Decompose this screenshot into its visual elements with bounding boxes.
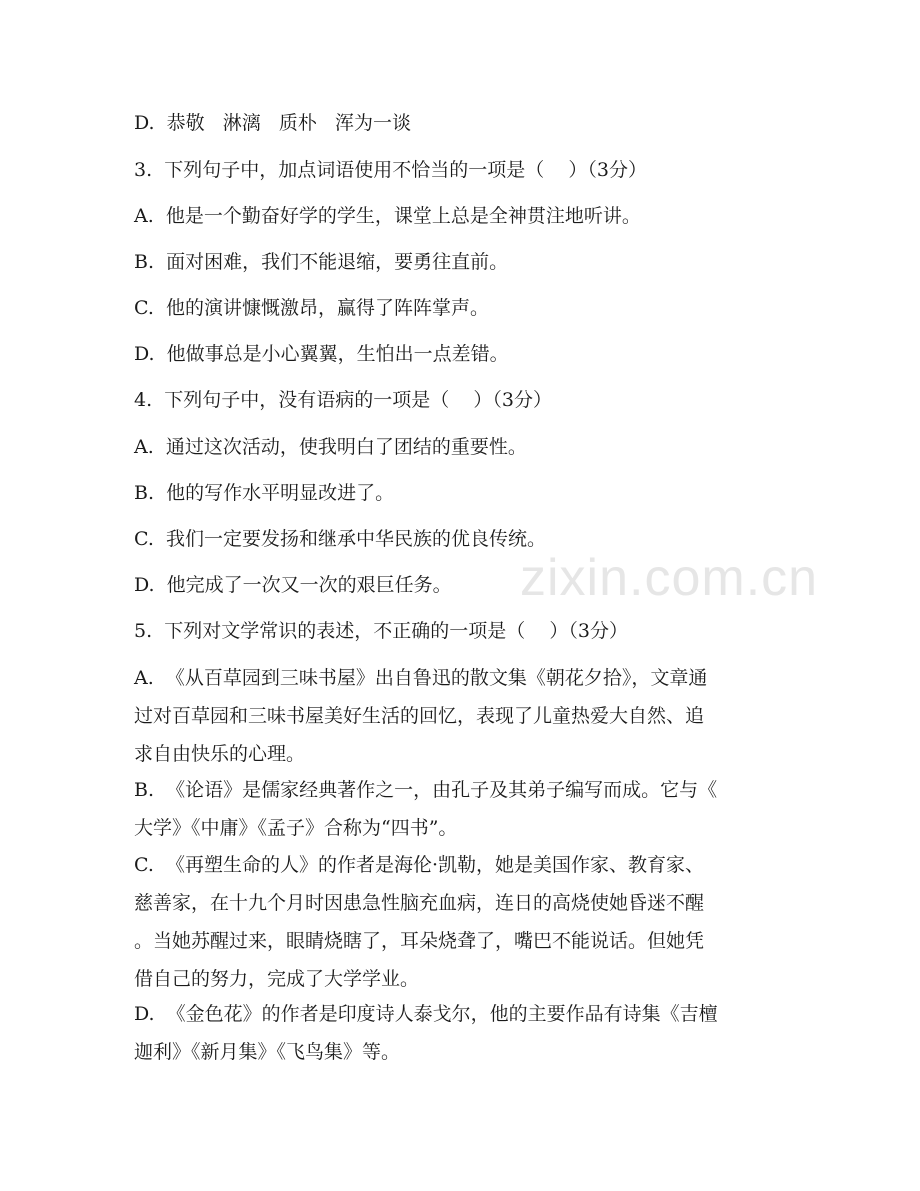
option-3-d-previous: D. 恭敬 淋漓 质朴 浑为一谈 [134,112,412,134]
question-5-option-b [134,771,794,847]
question-3-option-b: B. 面对困难，我们不能退缩，要勇往直前。 [134,251,509,273]
text-line: 。当她苏醒过来，眼睛烧瞎了，耳朵烧聋了，嘴巴不能说话。但她凭 [134,930,705,952]
watermark: zixin.com.cn [520,549,819,607]
question-5-option-d [134,995,794,1071]
text-line: A. 《从百草园到三味书屋》出自鲁迅的散文集《朝花夕拾》，文章通 [134,667,708,689]
question-5-stem: 5. 下列对文学常识的表述，不正确的一项是（ ）（3分） [134,620,628,642]
question-4-option-d: D. 他完成了一次又一次的艰巨任务。 [134,574,452,596]
question-4-option-c: C. 我们一定要发扬和继承中华民族的优良传统。 [134,528,546,550]
text-line: 慈善家，在十九个月时因患急性脑充血病，连日的高烧使她昏迷不醒 [134,892,705,914]
text-line: B. 《论语》是儒家经典著作之一，由孔子及其弟子编写而成。它与《 [134,779,718,801]
text-line: 大学》《中庸》《孟子》合称为“四书”。 [134,817,458,839]
text-line: 迦利》《新月集》《飞鸟集》等。 [134,1041,401,1063]
question-3-option-d: D. 他做事总是小心翼翼，生怕出一点差错。 [134,343,509,365]
question-3-stem: 3. 下列句子中，加点词语使用不恰当的一项是（ ）（3分） [134,159,647,181]
question-3-option-c: C. 他的演讲慷慨激昂，赢得了阵阵掌声。 [134,297,489,319]
text-line: 借自己的努力，完成了大学学业。 [134,968,420,990]
question-5-option-a [134,659,794,773]
question-4-stem: 4. 下列句子中，没有语病的一项是（ ）（3分） [134,389,552,411]
text-line: 求自由快乐的心理。 [134,743,306,765]
question-4-option-b: B. 他的写作水平明显改进了。 [134,482,395,504]
text-line: C. 《再塑生命的人》的作者是海伦·凯勒，她是美国作家、教育家、 [134,854,705,876]
question-5-option-c [134,846,794,998]
text-line: D. 《金色花》的作者是印度诗人泰戈尔，他的主要作品有诗集《吉檀 [134,1003,718,1025]
text-line: 过对百草园和三味书屋美好生活的回忆，表现了儿童热爱大自然、追 [134,705,705,727]
question-3-option-a: A. 他是一个勤奋好学的学生，课堂上总是全神贯注地听讲。 [134,205,641,227]
question-4-option-a: A. 通过这次活动，使我明白了团结的重要性。 [134,436,527,458]
